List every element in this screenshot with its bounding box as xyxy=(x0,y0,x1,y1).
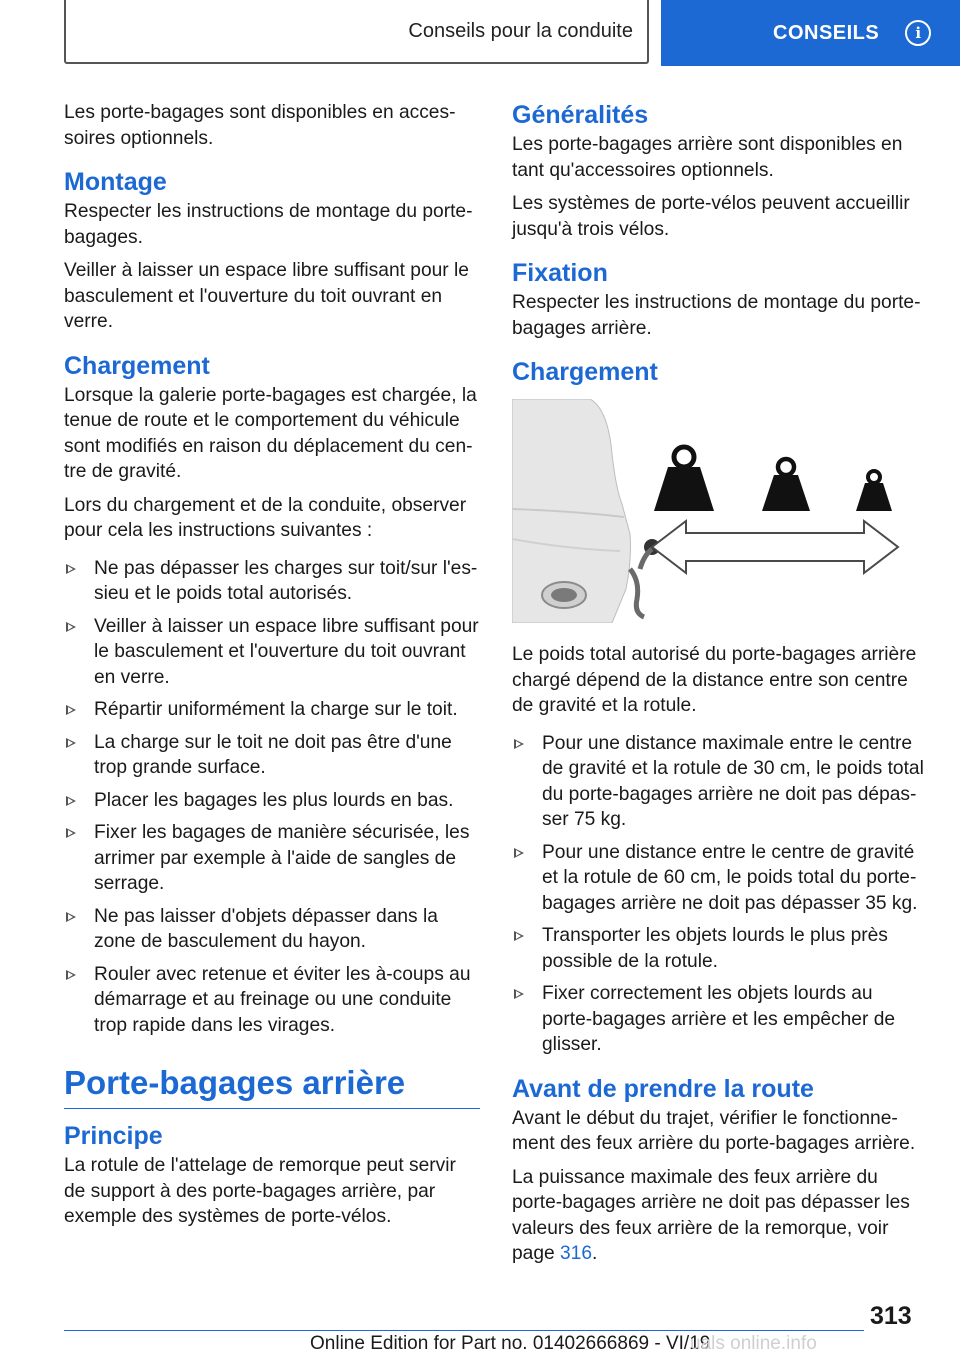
triangle-bullet-icon xyxy=(514,931,524,941)
principe-paragraph: La rotule de l'attelage de remorque peut servir de support à des porte-bagages arrière, par exemple des systèmes de porte-vélos. xyxy=(64,1155,456,1227)
small-weight-icon xyxy=(856,471,892,511)
list-item: Rouler avec retenue et éviter les à-coups au démarrage et au freinage ou une conduite trop rapide dans les virages. xyxy=(64,962,480,1039)
list-item: Répartir uniformément la charge sur le toit. xyxy=(64,697,480,723)
header-section-title: Conseils pour la conduite xyxy=(408,19,633,42)
heading-chargement-roof: Chargement xyxy=(64,351,210,380)
list-item: Fixer les bagages de manière sécurisée, les arrimer par exemple à l'aide de sangles de serrage. xyxy=(64,820,480,897)
header-chapter-tab[interactable] xyxy=(661,0,960,66)
heading-avant-route: Avant de prendre la route xyxy=(512,1074,814,1103)
list-item: Fixer correctement les objets lourds au porte-bagages arrière et les empêcher de glisser. xyxy=(512,981,928,1058)
rear-chargement-list xyxy=(512,731,928,1058)
chargement-paragraph-1: Lorsque la galerie porte-bagages est chargée, la tenue de route et le comportement du véhicule sont modifiés en raison du déplacement du cen-tre de gravité. xyxy=(64,384,477,482)
footer-edition: Online Edition for Part no. 01402666869 - VI/19 xyxy=(310,1333,711,1354)
header-chapter-title: CONSEILS xyxy=(773,21,880,44)
chargement-caption: Le poids total autorisé du porte-bagages arrière chargé dépend de la distance entre son centre de gravité et la rotule. xyxy=(512,644,917,716)
montage-paragraph-2: Veiller à laisser un espace libre suffisant pour le basculement et l'ouverture du toit ouvrant en verre. xyxy=(64,260,469,332)
heading-principe: Principe xyxy=(64,1122,163,1150)
triangle-bullet-icon xyxy=(66,828,76,838)
triangle-bullet-icon xyxy=(66,796,76,806)
triangle-bullet-icon xyxy=(66,622,76,632)
list-item: Ne pas dépasser les charges sur toit/sur l'es-sieu et le poids total autorisés. xyxy=(64,556,480,607)
triangle-bullet-icon xyxy=(66,738,76,748)
triangle-bullet-icon xyxy=(514,989,524,999)
section-title-rear-carrier: Porte-bagages arrière xyxy=(64,1064,480,1109)
header-section-tab xyxy=(64,0,649,64)
heading-generalites: Généralités xyxy=(512,101,649,129)
load-distance-illustration xyxy=(512,399,928,623)
chargement-paragraph-2: Lors du chargement et de la conduite, observer pour cela les instructions suivantes : xyxy=(64,494,467,541)
info-icon[interactable]: i xyxy=(905,20,931,46)
medium-weight-icon xyxy=(762,459,810,511)
generalites-paragraph-2: Les systèmes de porte-vélos peuvent accueillir jusqu'à trois vélos. xyxy=(512,193,910,240)
triangle-bullet-icon xyxy=(66,912,76,922)
list-item: La charge sur le toit ne doit pas être d'une trop grande surface. xyxy=(64,730,480,781)
page-number: 313 xyxy=(870,1302,912,1330)
triangle-bullet-icon xyxy=(514,739,524,749)
heading-fixation: Fixation xyxy=(512,259,608,287)
list-item: Veiller à laisser un espace libre suffisant pour le basculement et l'ouverture du toit ouvrant en verre. xyxy=(64,614,480,691)
list-item: Pour une distance maximale entre le centre de gravité et la rotule de 30 cm, le poids total du porte-bagages arrière ne doit pas dépas-ser 75 kg. xyxy=(512,731,928,833)
list-item: Pour une distance entre le centre de gravité et la rotule de 60 cm, le poids total du porte-bagages arrière ne doit pas dépasser 35 kg. xyxy=(512,840,928,917)
large-weight-icon xyxy=(654,447,714,511)
right-column xyxy=(512,100,928,1275)
triangle-bullet-icon xyxy=(66,705,76,715)
fixation-paragraph: Respecter les instructions de montage du porte-bagages arrière. xyxy=(512,292,921,339)
heading-montage: Montage xyxy=(64,168,167,196)
montage-paragraph-1: Respecter les instructions de montage du porte-bagages. xyxy=(64,201,473,248)
list-item: Transporter les objets lourds le plus près possible de la rotule. xyxy=(512,923,928,974)
avant-paragraph-2: La puissance maximale des feux arrière du porte-bagages arrière ne doit pas dépasser les valeurs des feux arrière de la remorque, voir page 316. xyxy=(512,1166,910,1264)
list-item: Ne pas laisser d'objets dépasser dans la zone de basculement du hayon. xyxy=(64,904,480,955)
triangle-bullet-icon xyxy=(514,848,524,858)
triangle-bullet-icon xyxy=(66,970,76,980)
intro-paragraph: Les porte-bagages sont disponibles en acces-soires optionnels. xyxy=(64,102,456,149)
list-item: Placer les bagages les plus lourds en bas. xyxy=(64,788,480,814)
generalites-paragraph-1: Les porte-bagages arrière sont disponibles en tant qu'accessoires optionnels. xyxy=(512,134,903,181)
footer-divider xyxy=(64,1330,864,1331)
triangle-bullet-icon xyxy=(66,564,76,574)
watermark: uals online.info xyxy=(690,1333,817,1354)
heading-chargement-rear: Chargement xyxy=(512,358,658,386)
chargement-list xyxy=(64,556,480,1039)
avant-paragraph-1: Avant le début du trajet, vérifier le fonctionne-ment des feux arrière du porte-bagages arrière. xyxy=(512,1107,916,1154)
left-column xyxy=(64,100,480,1238)
page-link[interactable]: 316 xyxy=(560,1243,593,1264)
